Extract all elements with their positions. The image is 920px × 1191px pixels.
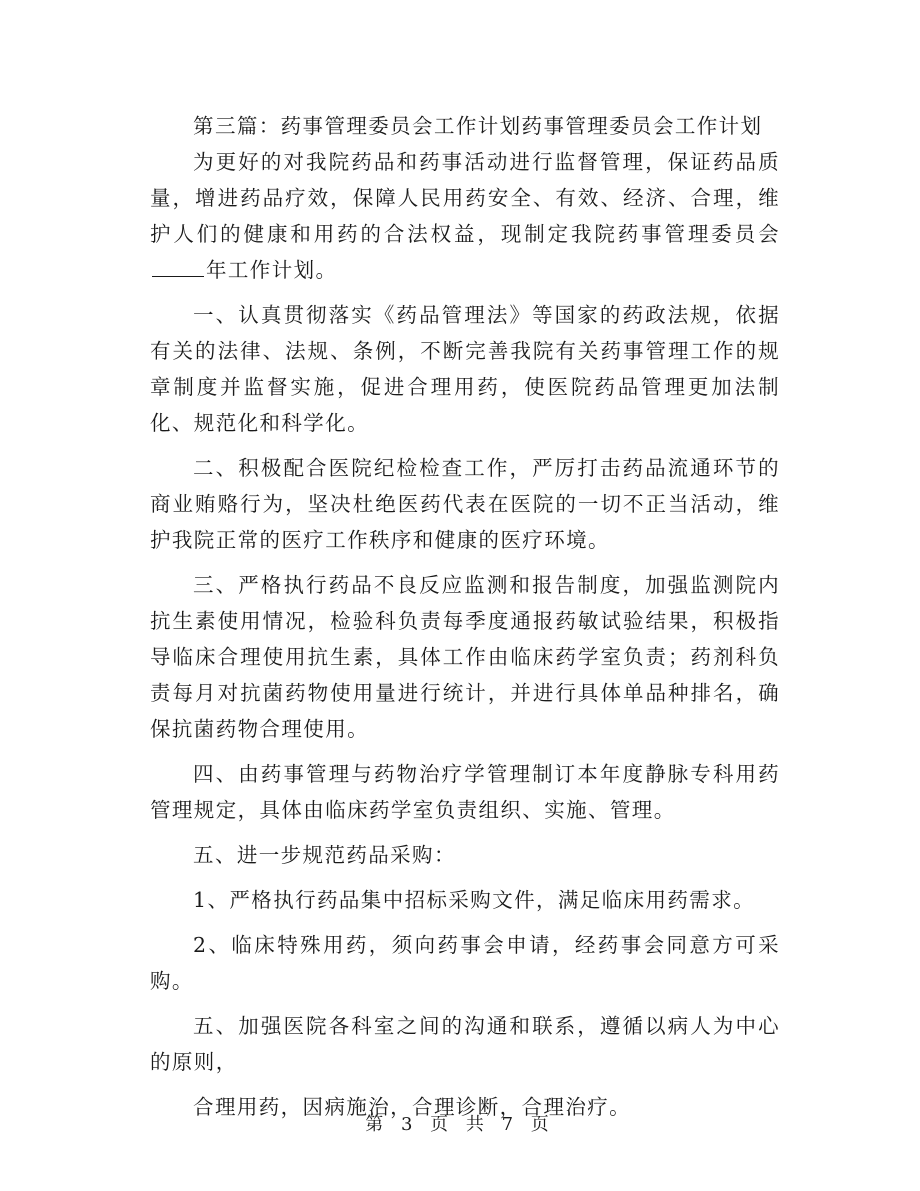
year-blank bbox=[152, 254, 204, 277]
paragraph-6: 1、严格执行药品集中招标采购文件，满足临床用药需求。 bbox=[193, 888, 755, 912]
paragraph-4: 四、由药事管理与药物治疗学管理制订本年度静脉专科用药管理规定，具体由临床药学室负责组织、实施、管理。 bbox=[150, 762, 780, 822]
paragraph-9: 合理用药，因病施治，合理诊断，合理治疗。 bbox=[193, 1095, 632, 1119]
paragraph-7: 2、临床特殊用药，须向药事会申请，经药事会同意方可采购。 bbox=[150, 933, 780, 993]
paragraph-5: 五、进一步规范药品采购： bbox=[193, 843, 456, 867]
document-title: 第三篇：药事管理委员会工作计划药事管理委员会工作计划 bbox=[193, 114, 763, 138]
intro-text-end: 年工作计划。 bbox=[206, 258, 338, 282]
intro-paragraph bbox=[150, 144, 780, 288]
intro-text: 为更好的对我院药品和药事活动进行监督管理，保证药品质量，增进药品疗效，保障人民用药安全、有效、经济、合理，维护人们的健康和用药的合法权益，现制定我院药事管理委员会 bbox=[150, 150, 780, 246]
paragraph-2: 二、积极配合医院纪检检查工作，严厉打击药品流通环节的商业贿赂行为，坚决杜绝医药代表在医院的一切不正当活动，维护我院正常的医疗工作秩序和健康的医疗环境。 bbox=[150, 456, 780, 552]
paragraph-1: 一、认真贯彻落实《药品管理法》等国家的药政法规，依据有关的法律、法规、条例，不断完善我院有关药事管理工作的规章制度并监督实施，促进合理用药，使医院药品管理更加法制化、规范化和科学化。 bbox=[150, 303, 780, 435]
paragraph-3: 三、严格执行药品不良反应监测和报告制度，加强监测院内抗生素使用情况，检验科负责每季度通报药敏试验结果，积极指导临床合理使用抗生素，具体工作由临床药学室负责；药剂科负责每月对抗菌药物使用量进行统计，并进行具体单品种排名，确保抗菌药物合理使用。 bbox=[150, 573, 780, 741]
document-body bbox=[150, 108, 780, 1134]
paragraph-8: 五、加强医院各科室之间的沟通和联系，遵循以病人为中心的原则， bbox=[150, 1014, 780, 1074]
page-indicator: 第 3 页 共 7 页 bbox=[365, 1114, 555, 1135]
